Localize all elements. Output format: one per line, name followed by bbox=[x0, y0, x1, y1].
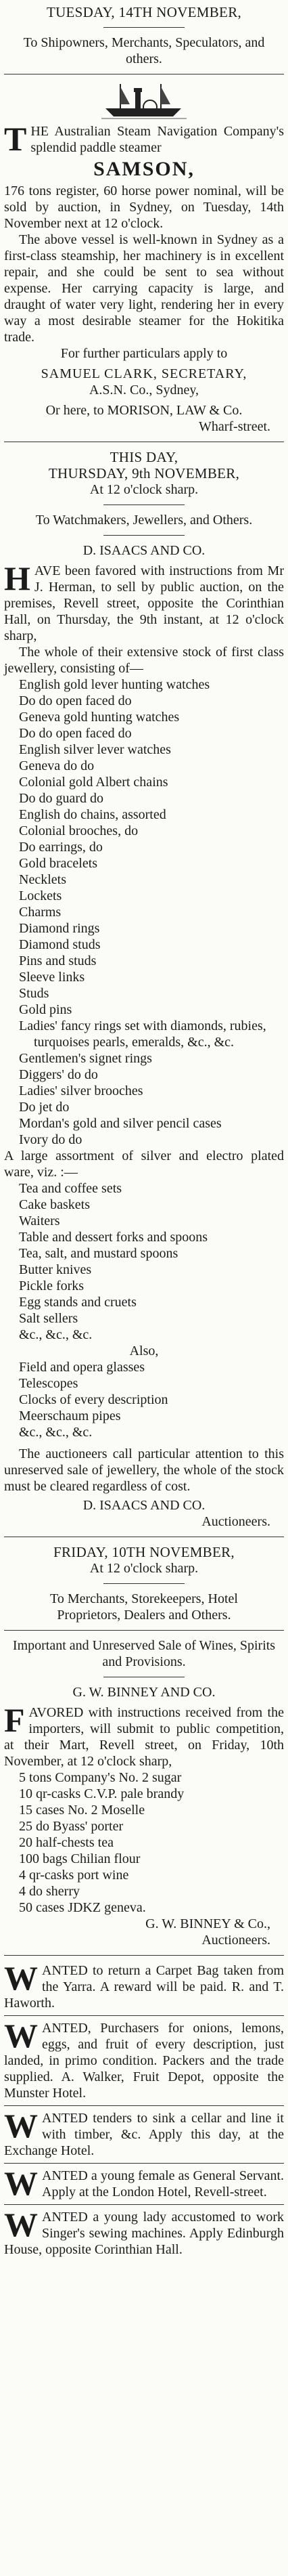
list-item: Studs bbox=[19, 986, 49, 1001]
ad2-also: Also, bbox=[129, 1344, 159, 1358]
list-item: Sleeve links bbox=[19, 970, 85, 985]
divider bbox=[103, 27, 185, 28]
wanted-text: ANTED a young female as General Servant. Apply at the London Hotel, Revell-street. bbox=[42, 2168, 284, 2199]
list-item: Do jet do bbox=[19, 1100, 70, 1115]
ad1-apply-line: For further particulars apply to bbox=[60, 346, 228, 361]
ad2-firm: D. ISAACS AND CO. bbox=[82, 543, 206, 558]
ad1-intro bbox=[4, 120, 284, 158]
drop-cap: T bbox=[4, 120, 27, 158]
list-item: Clocks of every description bbox=[19, 1392, 168, 1407]
ad1-street: Wharf-street. bbox=[198, 419, 270, 434]
drop-cap: F bbox=[4, 1701, 25, 1739]
list-item: Gold pins bbox=[19, 1002, 72, 1017]
list-item: Tea and coffee sets bbox=[19, 1181, 122, 1196]
list-item: Salt sellers bbox=[19, 1311, 78, 1326]
list-item: Do do open faced do bbox=[19, 726, 132, 741]
list-item: Necklets bbox=[19, 872, 66, 887]
list-item: Gold bracelets bbox=[19, 856, 98, 871]
list-item: Diamond rings bbox=[19, 921, 100, 936]
list-item: Butter knives bbox=[19, 1262, 92, 1277]
divider bbox=[4, 2105, 284, 2106]
list-item: Mordan's gold and silver pencil cases bbox=[19, 1116, 222, 1131]
drop-cap: H bbox=[4, 559, 30, 597]
list-item: English silver lever watches bbox=[19, 742, 171, 757]
ad1-or-here: Or here, to MORISON, LAW & Co. bbox=[45, 403, 243, 418]
list-item: Table and dessert forks and spoons bbox=[19, 1230, 208, 1245]
list-item: &c., &c., &c. bbox=[19, 1327, 93, 1342]
list-item: Colonial gold Albert chains bbox=[19, 775, 168, 790]
list-item: 10 qr-casks C.V.P. pale brandy bbox=[19, 1786, 185, 1801]
vessel-name: SAMSON, bbox=[93, 158, 195, 180]
ad1-secretary: SAMUEL CLARK, SECRETARY, bbox=[41, 366, 247, 381]
ad2-this-day: THIS DAY, bbox=[110, 449, 178, 465]
list-item: 100 bags Chilian flour bbox=[19, 1851, 141, 1866]
ad2-date-line: THURSDAY, 9th NOVEMBER, bbox=[48, 465, 240, 481]
list-item: Do earrings, do bbox=[19, 840, 103, 855]
list-item: English gold lever hunting watches bbox=[19, 677, 210, 692]
list-item: Waiters bbox=[19, 1214, 60, 1228]
drop-cap: W bbox=[4, 1959, 38, 1997]
ad2-whole-text: The whole of their extensive stock of first class jewellery, consisting of— bbox=[4, 645, 284, 676]
list-item: Diggers' do do bbox=[19, 1067, 98, 1082]
drop-cap: W bbox=[4, 2164, 38, 2202]
ad-jewellery-sale bbox=[4, 449, 284, 1530]
list-item: Lockets bbox=[19, 888, 62, 903]
ad3-heading: Important and Unreserved Sale of Wines, Spirits and Provisions. bbox=[12, 1638, 276, 1669]
list-item: 50 cases JDKZ geneva. bbox=[19, 1900, 146, 1915]
list-item: Egg stands and cruets bbox=[19, 1295, 137, 1310]
ad1-sale-text: 176 tons register, 60 horse power nominal, will be sold by auction, in Sydney, on Tuesday, 14th November next at 12 o'clock. bbox=[4, 184, 284, 231]
ad3-intro bbox=[4, 1701, 284, 1769]
ad1-desc-text: The above vessel is well-known in Sydney as a first-class steamship, her machinery is in excellent repair, and she could be sent to sea without expense. Her carrying capacity is large, and draught of water very light, rendering her in every way a most desirable steamer for the Hokitika trade. bbox=[4, 232, 284, 345]
list-item: &c., &c., &c. bbox=[19, 1425, 93, 1440]
ad2-sig-role: Auctioneers. bbox=[201, 1514, 270, 1529]
list-item: 4 qr-casks port wine bbox=[19, 1868, 129, 1883]
list-item: 20 half-chests tea bbox=[19, 1835, 114, 1850]
drop-cap: W bbox=[4, 2206, 38, 2244]
wanted-ad bbox=[4, 1959, 284, 2011]
list-item: Pins and studs bbox=[19, 953, 97, 968]
divider bbox=[103, 535, 185, 536]
ad2-time-line: At 12 o'clock sharp. bbox=[89, 482, 199, 497]
also-list bbox=[4, 1359, 284, 1440]
ad3-time-line: At 12 o'clock sharp. bbox=[89, 1561, 199, 1576]
divider bbox=[4, 1955, 284, 1956]
list-item: Colonial brooches, do bbox=[19, 823, 139, 838]
wanted-text: ANTED to return a Carpet Bag taken from the Yarra. A reward will be paid. R. and T. Haworth. bbox=[4, 1963, 284, 2011]
ad2-intro-text: AVE been favored with instructions from Mr J. Herman, to sell by public auction, on the premises, Revell street, opposite the Corinthian Hall, on Thursday, the 9th instant, at 12 o'clock sharp, bbox=[4, 563, 284, 643]
list-item: English do chains, assorted bbox=[19, 807, 166, 822]
list-item: Cake baskets bbox=[19, 1197, 90, 1212]
list-item: 5 tons Company's No. 2 sugar bbox=[19, 1770, 182, 1785]
list-item: Do do guard do bbox=[19, 791, 103, 806]
wanted-ad bbox=[4, 2206, 284, 2258]
list-item: Ladies' silver brooches bbox=[19, 1083, 143, 1098]
divider bbox=[103, 1583, 185, 1584]
ad1-company: A.S.N. Co., Sydney, bbox=[89, 383, 199, 398]
plate-list bbox=[4, 1180, 284, 1343]
ad3-date-line: FRIDAY, 10TH NOVEMBER, bbox=[53, 1544, 235, 1560]
list-item: Geneva do do bbox=[19, 758, 95, 773]
list-item: Ivory do do bbox=[19, 1132, 82, 1147]
ad3-sig: G. W. BINNEY & Co., bbox=[145, 1916, 270, 1931]
ad3-sig-role: Auctioneers. bbox=[201, 1933, 270, 1948]
list-item: Gentlemen's signet rings bbox=[19, 1051, 152, 1066]
ad1-date-line: TUESDAY, 14TH NOVEMBER, bbox=[46, 4, 242, 20]
wanted-ad bbox=[4, 2107, 284, 2159]
ad-wine-sale bbox=[4, 1544, 284, 1948]
divider bbox=[4, 2204, 284, 2205]
wanted-text: ANTED tenders to sink a cellar and line it with timber, &c. Apply this day, at the Exchange Hotel. bbox=[4, 2111, 284, 2158]
wanted-text: ANTED, Purchasers for onions, lemons, eggs, and fruit of every description, just landed, in primo condition. Packers and the trade supplied. A. Walker, Fruit Depot, opposite the Munster Hotel. bbox=[4, 2021, 284, 2101]
list-item: 15 cases No. 2 Moselle bbox=[19, 1803, 145, 1818]
list-item: Meerschaum pipes bbox=[19, 1409, 121, 1423]
list-item: Field and opera glasses bbox=[19, 1360, 145, 1375]
list-item: Telescopes bbox=[19, 1376, 78, 1391]
drop-cap: W bbox=[4, 2107, 38, 2145]
wanted-ad bbox=[4, 2017, 284, 2101]
list-item: Diamond studs bbox=[19, 937, 101, 952]
drop-cap: W bbox=[4, 2017, 38, 2055]
ad2-assortment: A large assortment of silver and electro plated ware, viz. :— bbox=[4, 1149, 284, 1180]
steamer-icon bbox=[100, 81, 188, 121]
jewellery-list bbox=[4, 677, 284, 1148]
wanted-ad bbox=[4, 2164, 284, 2202]
ad1-intro-text: HE Australian Steam Navigation Company's splendid paddle steamer bbox=[30, 124, 284, 155]
ad3-firm: G. W. BINNEY AND CO. bbox=[72, 1685, 216, 1700]
wanted-ads bbox=[4, 1959, 284, 2258]
provisions-list bbox=[4, 1769, 284, 1916]
divider bbox=[4, 2163, 284, 2164]
ad1-to-line: To Shipowners, Merchants, Speculators, and others. bbox=[23, 35, 265, 66]
list-item: 25 do Byass' porter bbox=[19, 1819, 124, 1834]
list-item: Ladies' fancy rings set with diamonds, rubies, turquoises pearls, emeralds, &c., &c. bbox=[19, 1018, 266, 1050]
ad2-to-line: To Watchmakers, Jewellers, and Others. bbox=[35, 513, 253, 528]
wanted-text: ANTED a young lady accustomed to work Singer's sewing machines. Apply Edinburgh House, opposite Corinthian Hall. bbox=[4, 2210, 284, 2257]
ad2-closing: The auctioneers call particular attention to this unreserved sale of jewellery, the whole of the stock must be cleared regardless of cost. bbox=[4, 1446, 284, 1494]
divider bbox=[4, 2015, 284, 2016]
list-item: 4 do sherry bbox=[19, 1884, 80, 1899]
list-item: Do do open faced do bbox=[19, 693, 132, 708]
ad2-sig: D. ISAACS AND CO. bbox=[82, 1498, 206, 1513]
list-item: Tea, salt, and mustard spoons bbox=[19, 1246, 178, 1261]
ad-steamer-sale bbox=[4, 4, 284, 435]
divider bbox=[4, 1630, 284, 1631]
ad3-to-line: To Merchants, Storekeepers, Hotel Proprietors, Dealers and Others. bbox=[50, 1591, 238, 1623]
ad2-intro bbox=[4, 559, 284, 644]
list-item: Geneva gold hunting watches bbox=[19, 710, 180, 725]
list-item: Pickle forks bbox=[19, 1279, 85, 1293]
ad3-intro-text: AVORED with instructions received from the importers, will submit to public competition, at their Mart, Revell street, on Friday, 10th November, at 12 o'clock sharp, bbox=[4, 1705, 284, 1769]
list-item: Charms bbox=[19, 905, 62, 920]
